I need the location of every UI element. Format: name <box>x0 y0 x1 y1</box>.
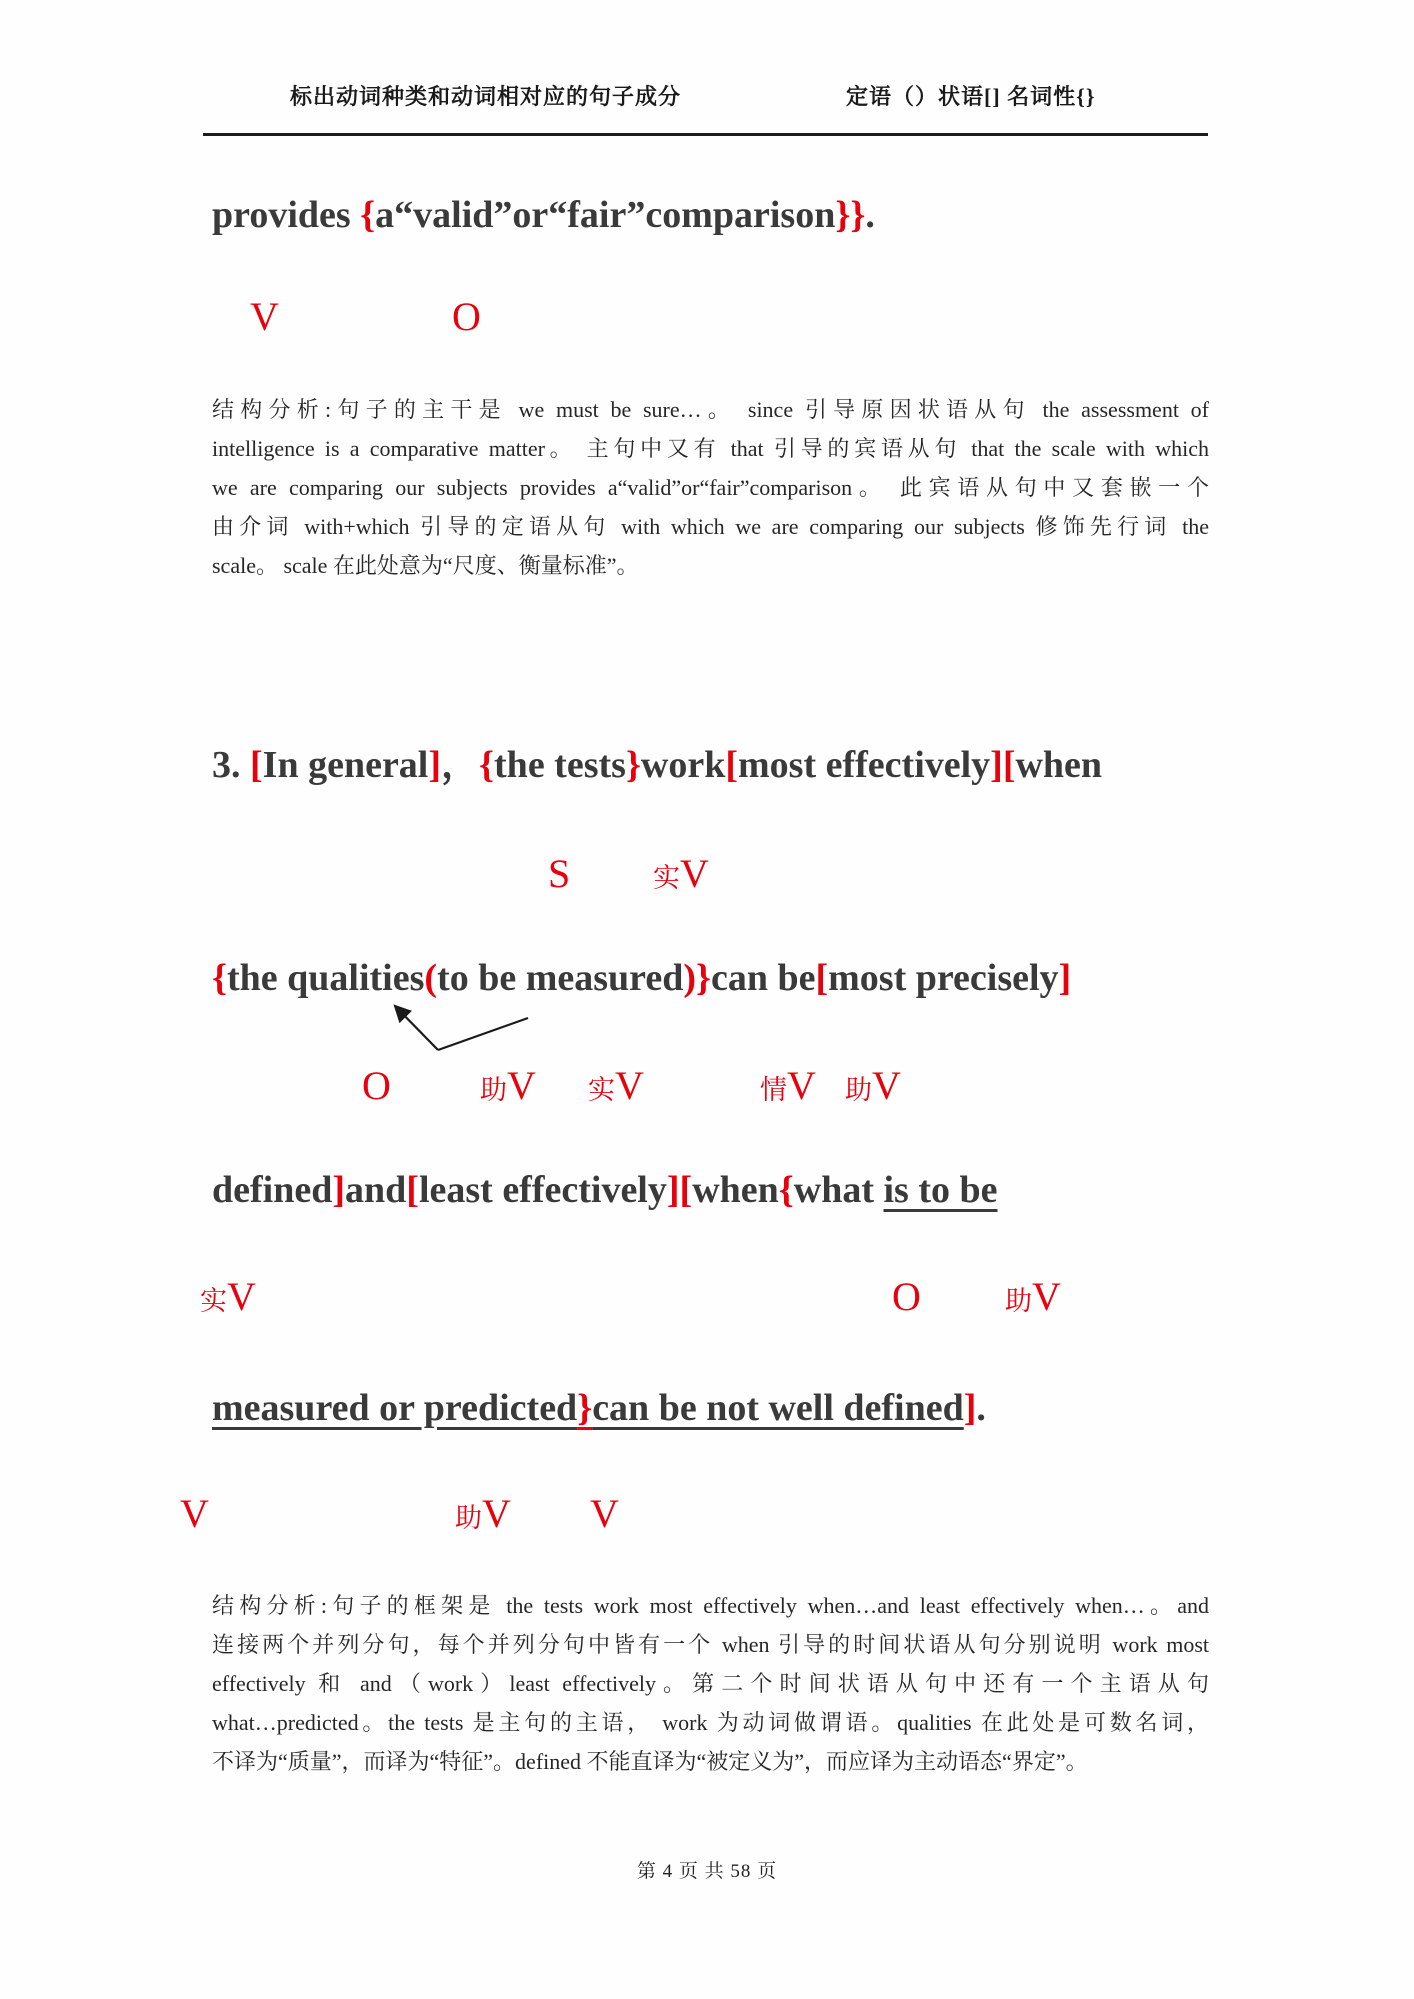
sentence-provides-line <box>212 192 875 238</box>
sentence-text: 3. <box>212 744 250 786</box>
grammar-label-letter: S <box>548 851 571 896</box>
header-left-text: 标出动词种类和动词相对应的句子成分 <box>290 84 682 109</box>
grammar-label-letter: V <box>250 294 279 339</box>
grammar-label-prefix: 助 <box>1005 1286 1032 1316</box>
grammar-label-letter: O <box>362 1063 391 1108</box>
bracket-mark: )} <box>683 957 711 999</box>
analysis-paragraph-1 <box>212 390 1209 585</box>
sentence-text: to be measured <box>437 957 684 999</box>
grammar-label <box>588 1064 644 1117</box>
analysis-line: 由介词 with+which 引导的定语从句 with which we are comparing our subjects 修饰先行词 the <box>212 514 1209 539</box>
grammar-label <box>1005 1275 1061 1328</box>
sentence-3-line-2 <box>212 955 1071 1001</box>
grammar-label-prefix: 助 <box>845 1075 872 1105</box>
bracket-mark: } <box>577 1387 593 1429</box>
sentence-text: the tests <box>494 744 626 786</box>
grammar-label-letter: V <box>787 1063 816 1108</box>
sentence-3-line-4 <box>212 1385 986 1431</box>
header-right-legend: 定语（）状语[] 名词性{} <box>846 84 1096 109</box>
header-rule <box>203 133 1208 136</box>
bracket-mark: [ <box>815 957 829 999</box>
bracket-mark: ] <box>428 744 442 786</box>
grammar-label-letter: V <box>590 1491 619 1536</box>
grammar-label <box>845 1064 901 1117</box>
grammar-label-letter: O <box>892 1274 921 1319</box>
sentence-text: most effectively <box>738 744 991 786</box>
sentence-text: . <box>865 194 875 236</box>
sentence-text: least effectively <box>418 1169 667 1211</box>
sentence-text: . <box>976 1387 986 1429</box>
grammar-label <box>250 295 279 348</box>
grammar-label <box>480 1064 536 1117</box>
grammar-label-letter: V <box>872 1063 901 1108</box>
page-footer: 第 4 页 共 58 页 <box>636 1861 778 1882</box>
bracket-mark: [ <box>250 744 263 786</box>
grammar-label-letter: V <box>482 1491 511 1536</box>
bracket-mark: ] <box>332 1169 346 1211</box>
grammar-label-letter: V <box>680 851 709 896</box>
grammar-label-letter: O <box>452 294 481 339</box>
grammar-label-letter: V <box>180 1491 209 1536</box>
sentence-text: can be <box>710 957 816 999</box>
grammar-label-row-5 <box>0 1492 1414 1542</box>
bracket-mark: [ <box>1002 744 1016 786</box>
analysis-line: intelligence is a comparative matter。 主句中又有 that 引导的宾语从句 that the scale with which <box>212 436 1209 461</box>
bracket-mark: { <box>479 744 495 786</box>
sentence-text: provides <box>212 194 361 236</box>
bracket-mark: ] <box>666 1169 680 1211</box>
bracket-mark: ] <box>990 744 1003 786</box>
sentence-text: is to be <box>883 1169 998 1211</box>
grammar-label-prefix: 助 <box>455 1503 482 1533</box>
sentence-text: a“valid”or“fair”comparison <box>375 194 836 236</box>
sentence-3-line-1 <box>212 742 1102 788</box>
grammar-label <box>590 1492 619 1545</box>
grammar-label-prefix: 实 <box>653 863 680 893</box>
sentence-text: ， <box>441 744 480 786</box>
grammar-label <box>180 1492 209 1545</box>
bracket-mark: { <box>212 957 227 999</box>
analysis-line: 结构分析:句子的框架是 the tests work most effectively when…and least effectively when…。and <box>212 1593 1209 1618</box>
analysis-line: 连接两个并列分句，每个并列分句中皆有一个 when 引导的时间状语从句分别说明 work most <box>212 1632 1209 1657</box>
grammar-label-letter: V <box>1032 1274 1061 1319</box>
grammar-label <box>653 852 709 905</box>
bracket-mark: { <box>360 194 376 236</box>
grammar-label-letter: V <box>615 1063 644 1108</box>
bracket-mark: ( <box>424 957 438 999</box>
grammar-label-row-1 <box>0 295 1414 345</box>
grammar-label-row-2 <box>0 852 1414 902</box>
bracket-mark: } <box>625 744 641 786</box>
analysis-line: what…predicted。the tests 是主句的主语， work 为动词做谓语。qualities 在此处是可数名词， <box>212 1710 1209 1735</box>
bracket-mark: [ <box>725 744 739 786</box>
grammar-arrow-annotation <box>385 992 545 1057</box>
sentence-text: In general <box>262 744 429 786</box>
sentence-3-line-3 <box>212 1167 997 1213</box>
grammar-label <box>455 1492 511 1545</box>
bracket-mark: [ <box>406 1169 419 1211</box>
grammar-label-letter: V <box>507 1063 536 1108</box>
grammar-label <box>200 1275 256 1328</box>
grammar-label-prefix: 助 <box>480 1075 507 1105</box>
bracket-mark: { <box>778 1169 794 1211</box>
grammar-label <box>892 1275 921 1328</box>
grammar-label <box>362 1064 391 1117</box>
sentence-text: when <box>692 1169 779 1211</box>
grammar-label-prefix: 实 <box>588 1075 615 1105</box>
bracket-mark: ] <box>963 1387 977 1429</box>
grammar-label <box>452 295 481 348</box>
bracket-mark: [ <box>679 1169 693 1211</box>
grammar-label <box>760 1064 816 1117</box>
grammar-label-prefix: 情 <box>760 1075 787 1105</box>
analysis-line: 结构分析:句子的主干是 we must be sure…。 since 引导原因状语从句 the assessment of <box>212 397 1209 422</box>
sentence-text: most precisely <box>828 957 1059 999</box>
grammar-label-row-4 <box>0 1275 1414 1325</box>
grammar-label-row-3 <box>0 1064 1414 1114</box>
sentence-text: defined <box>212 1169 333 1211</box>
sentence-text: work <box>640 744 726 786</box>
analysis-line: 不译为“质量”，而译为“特征”。defined 不能直译为“被定义为”，而应译为主动语态“界定”。 <box>212 1749 1088 1774</box>
sentence-text: can be not well defined <box>592 1387 964 1429</box>
analysis-paragraph-2 <box>212 1586 1209 1781</box>
grammar-label-prefix: 实 <box>200 1286 227 1316</box>
analysis-line: we are comparing our subjects provides a“valid”or“fair”comparison。 此宾语从句中又套嵌一个 <box>212 475 1209 500</box>
bracket-mark: }} <box>835 194 866 236</box>
analysis-line: effectively 和 and（work）least effectively。第二个时间状语从句中还有一个主语从句 <box>212 1671 1209 1696</box>
sentence-text: and <box>345 1169 407 1211</box>
sentence-text: the qualities <box>226 957 425 999</box>
bracket-mark: ] <box>1058 957 1072 999</box>
analysis-line: scale。 scale 在此处意为“尺度、衡量标准”。 <box>212 553 639 578</box>
grammar-label <box>548 852 570 905</box>
grammar-label-letter: V <box>227 1274 256 1319</box>
sentence-text: when <box>1015 744 1103 786</box>
sentence-text: what <box>793 1169 884 1211</box>
sentence-text: measured or predicted <box>212 1387 578 1429</box>
